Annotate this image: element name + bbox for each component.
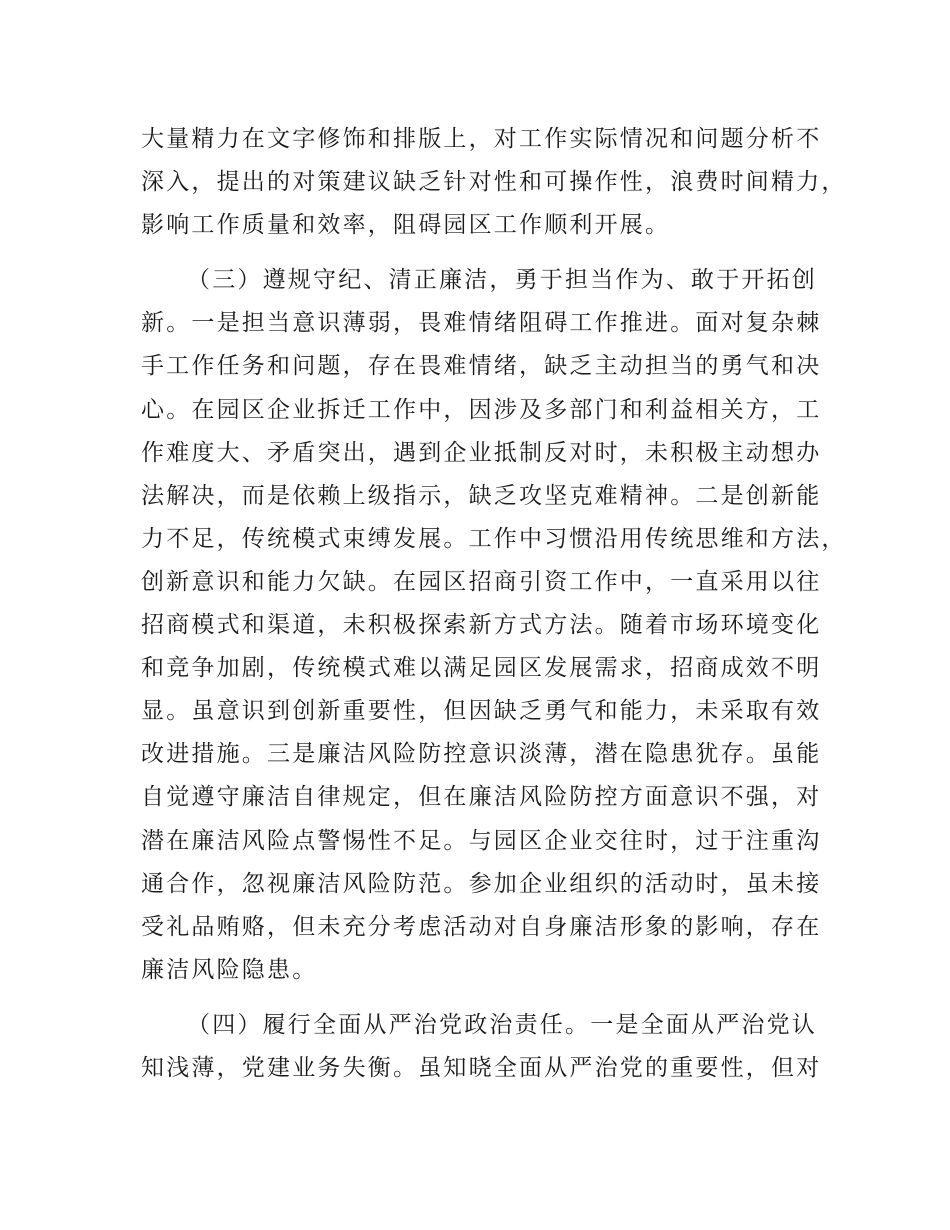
text-line: 显。虽意识到创新重要性，但因缺乏勇气和能力，未采取有效 — [141, 698, 822, 725]
paragraph-section-4 — [141, 1004, 831, 1090]
text-line: 廉洁风险隐患。 — [141, 956, 318, 983]
text-line: 潜在廉洁风险点警惕性不足。与园区企业交往时，过于注重沟 — [141, 827, 822, 854]
text-line: 通合作，忽视廉洁风险防范。参加企业组织的活动时，虽未接 — [141, 870, 822, 897]
text-line: 作难度大、矛盾突出，遇到企业抵制反对时，未积极主动想办 — [141, 439, 822, 466]
paragraph-section-3 — [141, 259, 847, 992]
text-line: 受礼品贿赂，但未充分考虑活动对自身廉洁形象的影响，存在 — [141, 913, 822, 940]
text-line: 力不足，传统模式束缚发展。工作中习惯沿用传统思维和方法， — [141, 525, 847, 552]
document-body — [141, 118, 847, 1090]
text-line-first — [141, 259, 831, 302]
text-line-first — [141, 1004, 831, 1047]
section-3-heading-line: （三）遵规守纪、清正廉洁，勇于担当作为、敢于开拓创 — [187, 267, 817, 294]
text-line: 自觉遵守廉洁自律规定，但在廉洁风险防控方面意识不强，对 — [141, 784, 822, 811]
text-line: 招商模式和渠道，未积极探索新方式方法。随着市场环境变化 — [141, 612, 822, 639]
text-line: 影响工作质量和效率，阻碍园区工作顺利开展。 — [141, 212, 671, 239]
text-line: 和竞争加剧，传统模式难以满足园区发展需求，招商成效不明 — [141, 655, 822, 682]
text-line: 知浅薄，党建业务失衡。虽知晓全面从严治党的重要性，但对 — [141, 1054, 822, 1081]
text-line: 手工作任务和问题，存在畏难情绪，缺乏主动担当的勇气和决 — [141, 353, 822, 380]
section-4-heading-line: （四）履行全面从严治党政治责任。一是全面从严治党认 — [187, 1011, 817, 1038]
text-line: 深入，提出的对策建议缺乏针对性和可操作性，浪费时间精力， — [141, 169, 847, 196]
paragraph-continued — [141, 118, 847, 247]
text-line: 法解决，而是依赖上级指示，缺乏攻坚克难精神。二是创新能 — [141, 482, 822, 509]
text-line: 新。一是担当意识薄弱，畏难情绪阻碍工作推进。面对复杂棘 — [141, 310, 822, 337]
text-line: 创新意识和能力欠缺。在园区招商引资工作中，一直采用以往 — [141, 568, 822, 595]
paragraph-spacing — [141, 992, 831, 1004]
paragraph-spacing — [141, 247, 831, 259]
text-line: 大量精力在文字修饰和排版上，对工作实际情况和问题分析不 — [141, 126, 822, 152]
text-line: 改进措施。三是廉洁风险防控意识淡薄，潜在隐患犹存。虽能 — [141, 741, 822, 768]
text-line: 心。在园区企业拆迁工作中，因涉及多部门和利益相关方，工 — [141, 396, 822, 423]
